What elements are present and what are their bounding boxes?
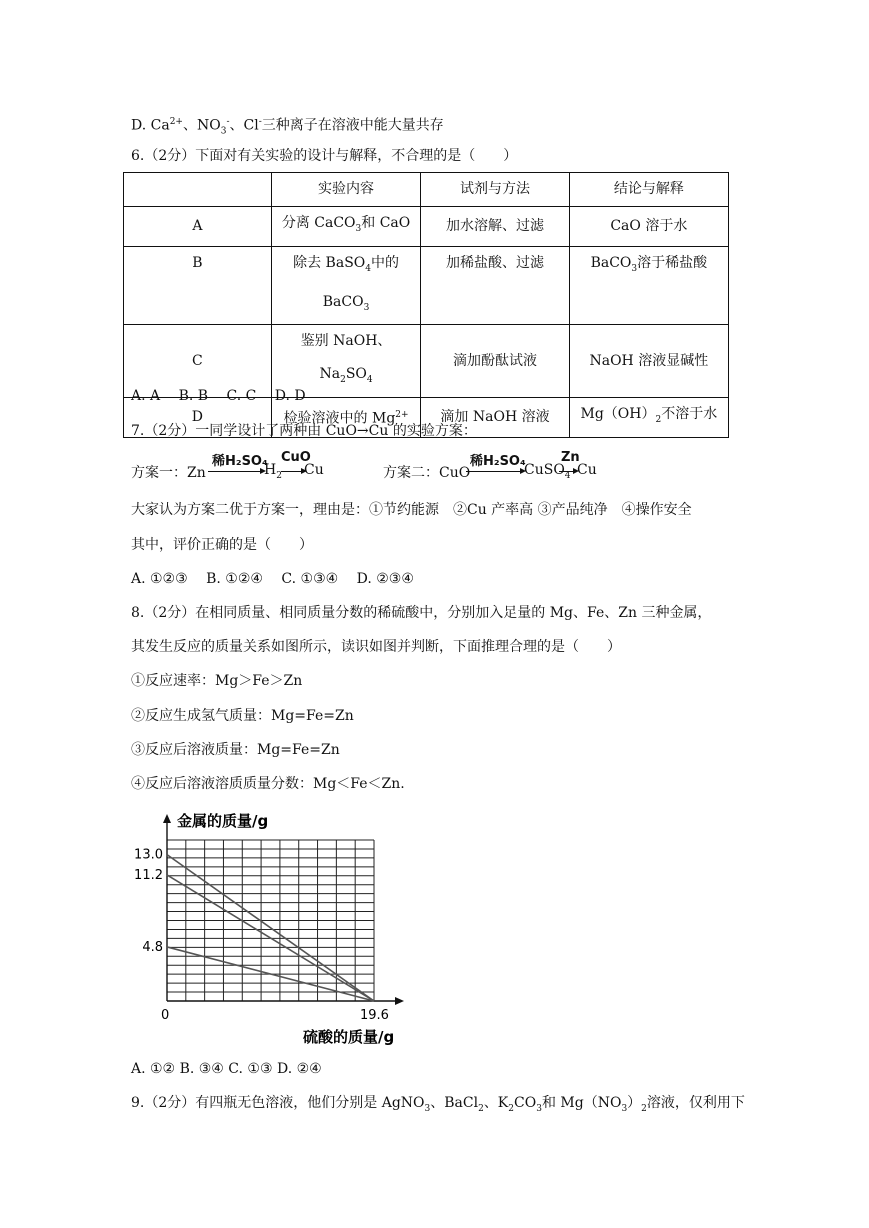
arrow-condition: 稀H₂SO₄: [212, 454, 268, 469]
row-content: 除去 BaSO$_4$中的 BaCO$_3$: [271, 246, 421, 325]
table-row: [124, 207, 729, 247]
x-axis-arrow: [395, 997, 404, 1005]
row-content: 检验溶液中的 $Mg^{2+}$: [271, 398, 421, 438]
row-conclusion: $Mg(OH)_2$不溶于水: [569, 398, 728, 438]
arrow-condition: CuO: [281, 450, 311, 465]
y-axis-arrow: [163, 814, 171, 823]
q6-options: A. A B. B C. C D. D: [131, 388, 306, 404]
y-tick-label: 4.8: [142, 939, 163, 955]
row-label: C: [124, 325, 272, 398]
origin-label: 0: [161, 1008, 170, 1023]
q6-stem: 6.（2分）下面对有关实验的设计与解释，不合理的是（ ）: [131, 148, 518, 164]
q5-option-d: D. $Ca^{2+}$、$NO_3^-$、Cl-三种离子在溶液中能大量共存: [131, 117, 444, 137]
row-method: 加稀盐酸、过滤: [421, 246, 569, 325]
row-label: B: [124, 246, 272, 325]
q8-statement-3: ③反应后溶液质量：Mg=Fe=Zn: [131, 742, 340, 758]
q7-reason: 大家认为方案二优于方案一，理由是：①节约能源 ②Cu 产率高 ③产品纯净 ④操作安全: [131, 502, 692, 518]
row-content: 分离 CaCO$_3$和 CaO: [271, 207, 421, 247]
y-tick-label: 13.0: [134, 847, 163, 863]
arrow-condition: 稀H₂SO₄: [470, 454, 526, 469]
scheme1-intermediate: $H_2$: [264, 462, 282, 481]
row-method: 加水溶解、过滤: [421, 207, 569, 247]
row-method: 滴加 NaOH 溶液: [421, 398, 569, 438]
metal-acid-chart: [134, 808, 415, 1048]
x-tick-label: 19.6: [360, 1008, 389, 1023]
table-header-cell: 试剂与方法: [421, 173, 569, 207]
q8-stem-1: 8.（2分）在相同质量、相同质量分数的稀硫酸中，分别加入足量的 Mg、Fe、Zn 三种金属，: [131, 605, 712, 621]
y-axis-label: 金属的质量/g: [177, 812, 269, 830]
row-conclusion: BaCO$_3$溶于稀盐酸: [569, 246, 728, 325]
series-line: [167, 855, 374, 1001]
row-label: A: [124, 207, 272, 247]
scheme2-product: Cu: [577, 462, 597, 478]
chart-series: [167, 855, 374, 1001]
scheme2-label: 方案二：CuO: [383, 465, 471, 481]
row-label: D: [124, 398, 272, 438]
q8-statement-4: ④反应后溶液溶质质量分数：Mg＜Fe＜Zn.: [131, 776, 405, 792]
x-axis-label: 硫酸的质量/g: [303, 1028, 395, 1046]
q7-options: A. ①②③ B. ①②④ C. ①③④ D. ②③④: [131, 571, 414, 587]
table-header-cell: 实验内容: [271, 173, 421, 207]
q8-statement-2: ②反应生成氢气质量：Mg=Fe=Zn: [131, 708, 354, 724]
row-conclusion: NaOH 溶液显碱性: [569, 325, 728, 398]
row-conclusion: CaO 溶于水: [569, 207, 728, 247]
table-header-row: [124, 173, 729, 207]
arrow-condition: Zn: [561, 450, 580, 465]
chart-grid: [167, 840, 374, 1001]
y-tick-label: 11.2: [134, 867, 163, 883]
row-content: 鉴别 NaOH、$Na_2SO_4$: [271, 325, 421, 398]
q7-stem: 7.（2分）一同学设计了两种由 CuO→Cu 的实验方案：: [131, 423, 477, 439]
row-method: 滴加酚酞试液: [421, 325, 569, 398]
chart-axes: [163, 814, 404, 1005]
scheme1-product: Cu: [304, 462, 324, 478]
scheme1-label: 方案一：Zn: [131, 465, 206, 481]
table-header-cell: [124, 173, 272, 207]
q9-stem: 9.（2分）有四瓶无色溶液，他们分别是 AgNO$_3$、BaCl$_2$、$K_2CO_3$和 $Mg(NO_3)_2$溶液，仅利用下: [131, 1095, 745, 1114]
scheme2-intermediate: CuSO$_4$: [524, 462, 571, 481]
q7-ask: 其中，评价正确的是（ ）: [131, 537, 313, 553]
q8-stem-2: 其发生反应的质量关系如图所示，读识如图并判断，下面推理合理的是（ ）: [131, 639, 621, 655]
q8-statement-1: ①反应速率：Mg＞Fe＞Zn: [131, 673, 303, 689]
table-row: [124, 246, 729, 325]
q8-options: A. ①② B. ③④ C. ①③ D. ②④: [131, 1061, 322, 1077]
table-header-cell: 结论与解释: [569, 173, 728, 207]
